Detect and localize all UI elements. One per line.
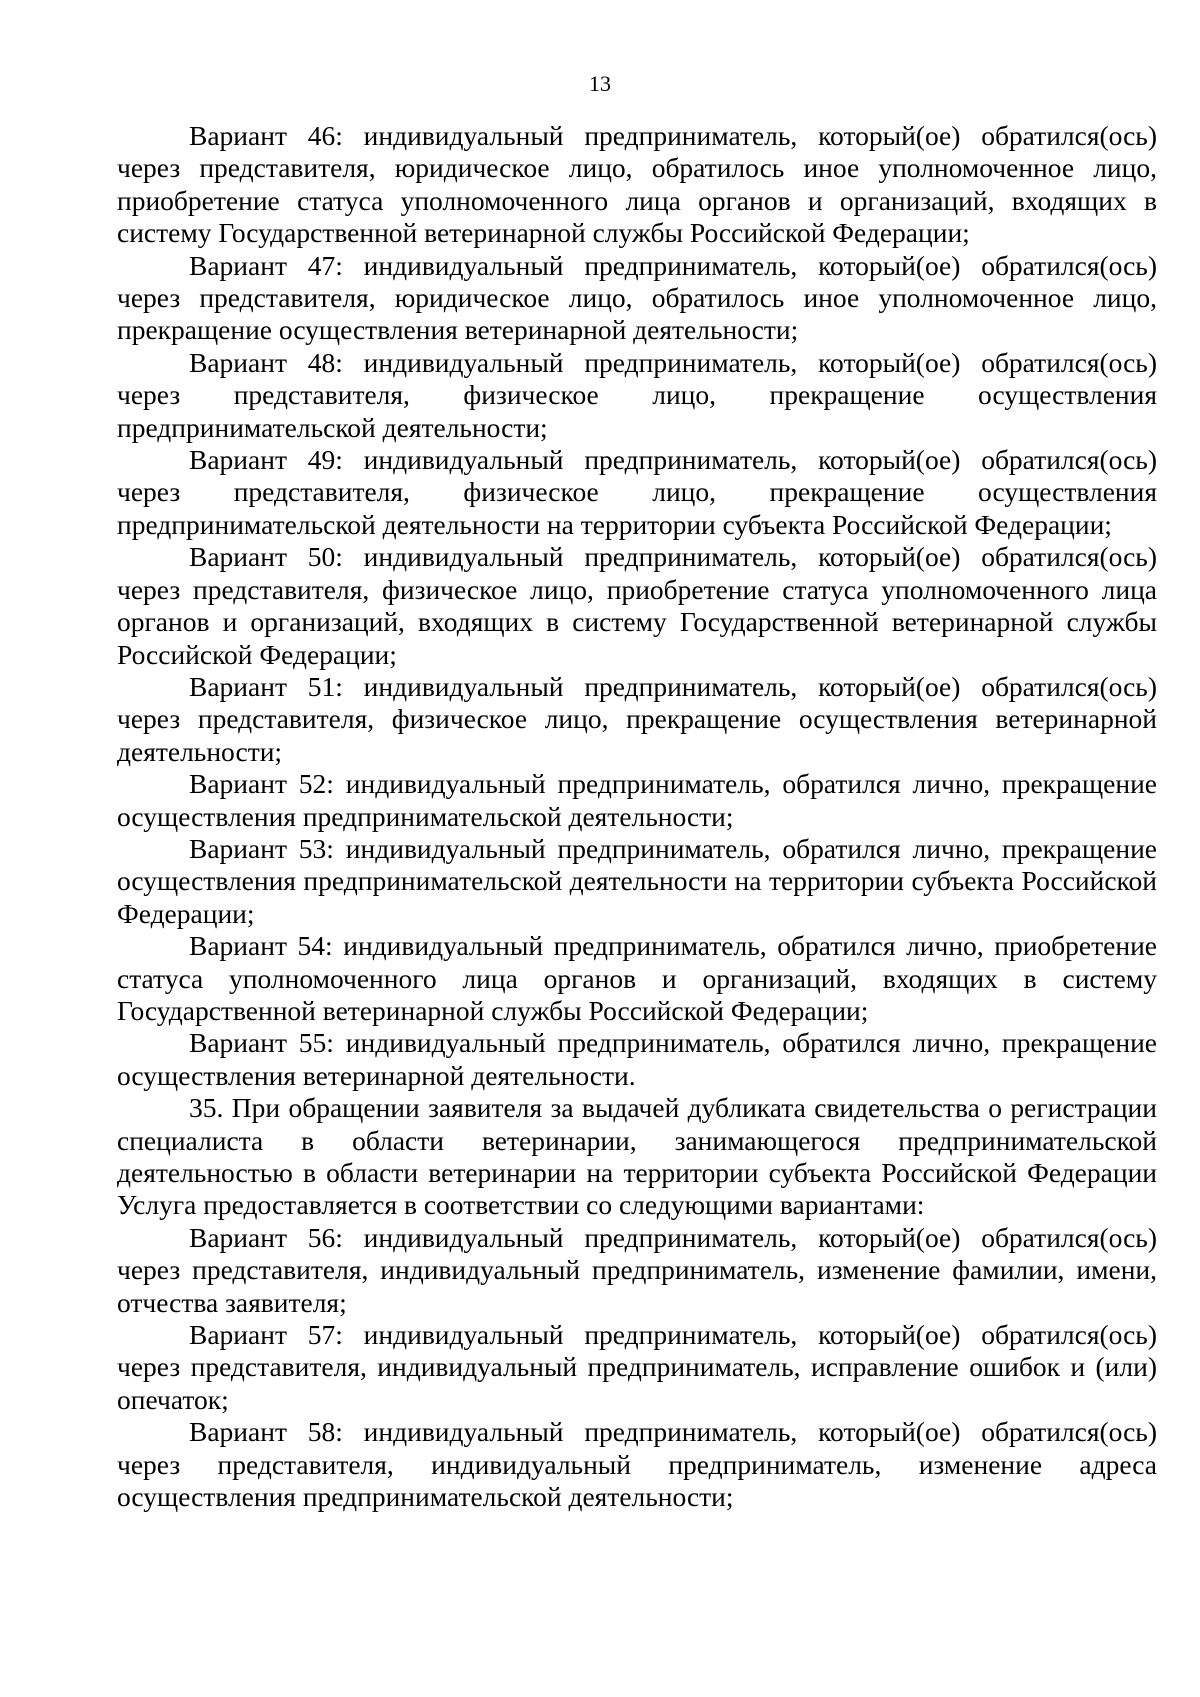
variant-58-paragraph: Вариант 58: индивидуальный предприниматель, который(ое) обратился(ось) через представителя, индивидуальный предприниматель, изменение адреса осуществления предпринимательской деятельности; (117, 1416, 1157, 1513)
variant-52-paragraph: Вариант 52: индивидуальный предприниматель, обратился лично, прекращение осуществления предпринимательской деятельности; (117, 768, 1157, 832)
variant-51-paragraph: Вариант 51: индивидуальный предприниматель, который(ое) обратился(ось) через представителя, физическое лицо, прекращение осуществления ветеринарной деятельности; (117, 670, 1157, 767)
variant-57-paragraph: Вариант 57: индивидуальный предприниматель, который(ое) обратился(ось) через представителя, индивидуальный предприниматель, исправление ошибок и (или) опечаток; (117, 1319, 1157, 1415)
variant-54-paragraph: Вариант 54: индивидуальный предприниматель, обратился лично, приобретение статуса уполномоченного лица органов и организаций, входящих в систему Государственной ветеринарной службы Российской Федерации; (117, 930, 1157, 1026)
variant-46-paragraph: Вариант 46: индивидуальный предприниматель, который(ое) обратился(ось) через представителя, юридическое лицо, обратилось иное уполномоченное лицо, приобретение статуса уполномоченного лица органов и организаций, входящих в систему Государственной ветеринарной службы Российской Федерации; (117, 120, 1157, 249)
document-body (117, 120, 1157, 1513)
variant-53-paragraph: Вариант 53: индивидуальный предприниматель, обратился лично, прекращение осуществления предпринимательской деятельности на территории субъекта Российской Федерации; (117, 832, 1157, 929)
variant-47-paragraph: Вариант 47: индивидуальный предприниматель, который(ое) обратился(ось) через представителя, юридическое лицо, обратилось иное уполномоченное лицо, прекращение осуществления ветеринарной деятельности; (117, 249, 1157, 346)
page-number: 13 (589, 71, 611, 96)
variant-49-paragraph: Вариант 49: индивидуальный предприниматель, который(ое) обратился(ось) через представителя, физическое лицо, прекращение осуществления предпринимательской деятельности на территории субъекта Российской Федерации; (117, 444, 1157, 540)
variant-50-paragraph: Вариант 50: индивидуальный предприниматель, который(ое) обратился(ось) через представителя, физическое лицо, приобретение статуса уполномоченного лица органов и организаций, входящих в систему Государственной ветеринарной службы Российской Федерации; (117, 541, 1157, 670)
variant-55-paragraph: Вариант 55: индивидуальный предприниматель, обратился лично, прекращение осуществления ветеринарной деятельности. (117, 1027, 1157, 1091)
clause-35-paragraph: 35. При обращении заявителя за выдачей дубликата свидетельства о регистрации специалиста в области ветеринарии, занимающегося предпринимательской деятельностью в области ветеринарии на территории субъекта Российской Федерации Услуга предоставляется в соответствии со следующими вариантами: (117, 1092, 1157, 1221)
variant-56-paragraph: Вариант 56: индивидуальный предприниматель, который(ое) обратился(ось) через представителя, индивидуальный предприниматель, изменение фамилии, имени, отчества заявителя; (117, 1221, 1157, 1318)
variant-48-paragraph: Вариант 48: индивидуальный предприниматель, который(ое) обратился(ось) через представителя, физическое лицо, прекращение осуществления предпринимательской деятельности; (117, 346, 1157, 443)
